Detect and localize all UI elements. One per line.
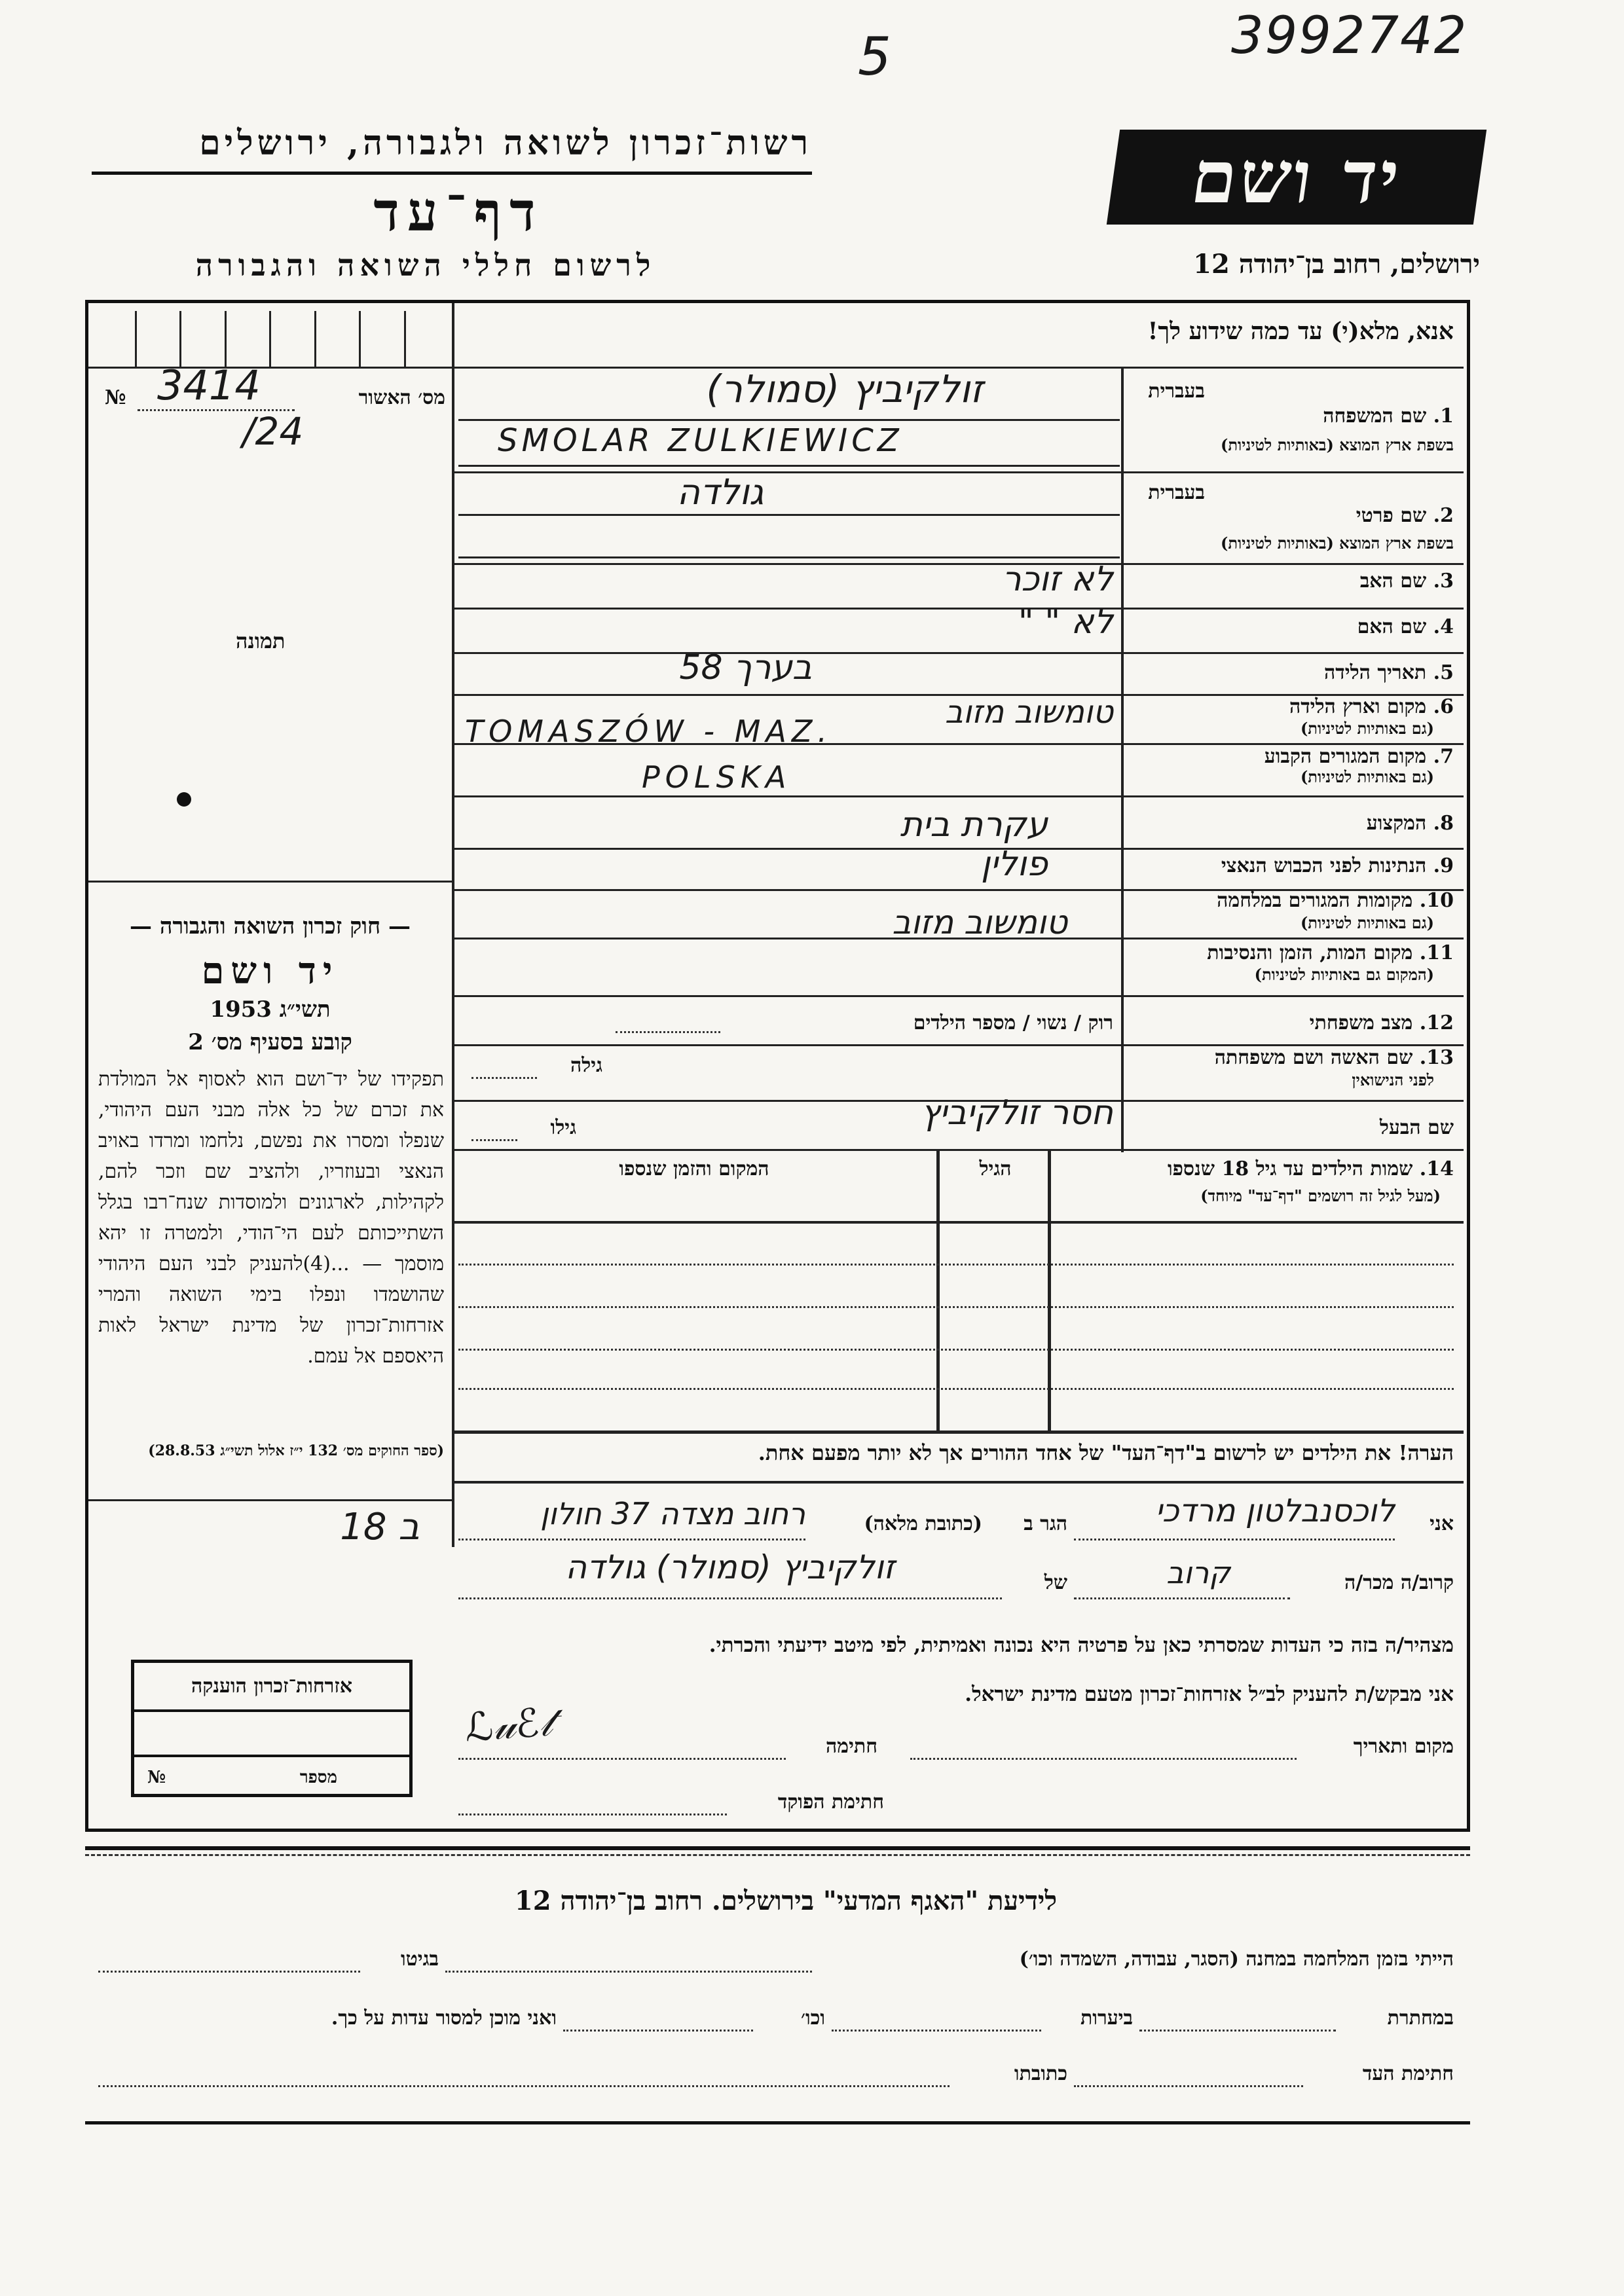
decl-i: אני [1430,1512,1454,1535]
field12-label [1133,1011,1454,1034]
field13-text: שם האשה ושם משפחתה [1214,1046,1413,1069]
field10-sub: (גם באותיות לטיניות) [1300,913,1434,932]
page-subtitle: לרשום חללי השואה והגבורה [195,247,656,283]
field8-label [1133,812,1454,835]
field1-latin-value[interactable]: SMOLAR ZULKIEWICZ [498,422,903,459]
field7-label [1133,745,1454,768]
law-section: קובע בסעיף מס׳ 2 [188,1029,352,1055]
field1-label [1211,405,1454,428]
archive-number: 3992742 [1231,7,1468,65]
field1-hebrew-value[interactable]: זולקיביץ (סמולר) [706,367,984,411]
field6-num: 6. [1433,695,1454,718]
instruction: אנא, מלא(י) עד כמה שידוע לך! [1147,318,1454,345]
field12-num: 12. [1419,1011,1454,1034]
field8-value[interactable]: עקרת בית [900,805,1048,845]
bottom-l2a: במחתרת [1387,2007,1454,2030]
registry-no: № [105,386,126,409]
law-name: יד ושם [201,949,339,993]
bottom-l1b: בגיטו [400,1948,439,1971]
field10-value[interactable]: טומשוב מזוב [892,903,1067,941]
field14-text: שמות הילדים עד גיל 18 שנספו [1167,1157,1413,1180]
field8-num: 8. [1433,812,1454,835]
logo [1107,130,1486,225]
decl-line3: אני מבקש/ת להעניק לב״ל אזרחות־זכרון מטעם מדינת ישראל. [965,1683,1454,1706]
photo-dot [177,792,191,807]
lang-he-1: בעברית [1148,380,1205,403]
decl-full-address: (כתובת מלאה) [864,1512,982,1535]
decl-relation-label: קרוב/ה מכר/ה [1344,1571,1454,1594]
decl-resides: הגר ב [1024,1512,1067,1535]
bottom-l3b: כתובתו [1014,2062,1067,2085]
field11-sub: (המקום גם באותיות לטיניות) [1254,965,1434,984]
field12-options: רוק / נשוי / מספר הילדים [913,1011,1113,1034]
field14-label [1048,1157,1454,1180]
registry-label: מס׳ האשור [358,386,445,409]
citizenship-number: מספר [299,1768,337,1787]
field12-text: מצב משפחתי [1309,1011,1413,1034]
field8-text: המקצוע [1366,812,1427,835]
field6-text: מקום וארץ הלידה [1289,695,1427,718]
law-year: תשי״ג 1953 [210,996,331,1023]
citizenship-no: № [147,1768,166,1787]
decl-relation-value[interactable]: קרוב [1166,1555,1230,1590]
field5-label [1133,661,1454,684]
note: הערה! את הילדים יש לרשום ב"דף־העד" של אחד ההורים אך לא יותר מפעם אחת. [758,1440,1454,1465]
law-title: — חוק זכרון השואה והגבורה — [130,913,411,939]
field13-age-label: גילה [570,1054,602,1077]
bottom-l2d: ואני מוכן למסור עדות על כך. [331,2007,557,2030]
col-place: המקום והזמן שנספו [619,1157,769,1180]
org-line: רשות־זכרון לשואה ולגבורה, ירושלים [199,123,812,163]
page-title: דף־עד [373,181,544,244]
field6-hebrew-value[interactable]: טומשוב מזוב [945,694,1113,731]
field13-label [1133,1046,1454,1069]
field3-num: 3. [1433,570,1454,592]
field4-num: 4. [1433,615,1454,638]
field5-value[interactable]: בערך 58 [679,648,812,687]
registry-value: 3414 [157,361,261,409]
field10-label [1133,889,1454,912]
husband-label: שם הבעל [1379,1116,1454,1139]
law-ref: (ספר החוקים מס׳ 132 י״ז אלול תשי״ג 28.8.53) [148,1442,444,1459]
field14-num: 14. [1419,1157,1454,1180]
field9-num: 9. [1433,854,1454,877]
bottom-l1a: הייתי בזמן המלחמה במחנה (הסגר, עבודה, השמדה וכו׳) [1019,1948,1454,1971]
citizenship-box [131,1660,413,1797]
bottom-l3a: חתימת העד [1362,2062,1454,2085]
corner-mark: 5 [858,26,891,87]
bottom-l2b: ביערות [1080,2007,1133,2030]
field13-sub: לפני הנישואין [1352,1070,1434,1089]
husband-value[interactable]: חסר זולקיביץ [921,1093,1113,1133]
field2-sub: בשפת ארץ המוצא (באותיות לטיניות) [1221,534,1454,553]
field5-num: 5. [1433,661,1454,684]
field1-num: 1. [1433,405,1454,428]
decl-margin-note: ב 18 [340,1506,420,1548]
photo-label: תמונה [236,629,286,653]
field3-label [1133,570,1454,592]
field9-text: הנתינות לפני הכבוש הנאצי [1221,854,1427,877]
field14-sub: (מעל לגיל זה רושמים "דף־עד" מיוחד) [1200,1186,1441,1205]
field10-num: 10. [1419,889,1454,912]
decl-of: של [1044,1571,1067,1594]
decl-officer: חתימת הפוקד [777,1791,884,1813]
tick-cells [92,311,449,367]
citizenship-title: אזרחות־זכרון הוענקה [134,1663,409,1712]
decl-place-date: מקום ותאריך [1353,1735,1454,1758]
field11-text: מקום המות, הזמן והנסיבות [1207,941,1413,964]
address: ירושלים, רחוב בן־יהודה 12 [1193,249,1480,280]
bottom-l2c: וכו׳ [801,2007,825,2030]
field4-text: שם האם [1357,615,1427,638]
field9-label [1133,854,1454,877]
husband-age-label: גילו [550,1116,576,1139]
field1-sub: בשפת ארץ המוצא (באותיות לטיניות) [1221,435,1454,454]
field11-num: 11. [1419,941,1454,964]
decl-signature-label: חתימה [826,1735,877,1758]
field11-label [1133,941,1454,964]
field6-label [1133,695,1454,718]
decl-line2: מצהיר/ה בזה כי העדות שמסרתי כאן על פרטיה היא נכונה ואמיתית, לפי מיטב ידיעתי והכרתי. [709,1633,1454,1657]
field7-sub: (גם באותיות לטיניות) [1300,767,1434,786]
field13-num: 13. [1419,1046,1454,1069]
law-text: תפקידו של יד־ושם הוא לאסוף אל המולדת את זכרם של כל אלה מבני העם היהודי, שנפלו ומסרו את נפשם, נלחמו ומרדו באויב הנאצי ובעוזריו, ולהציב שם וזכר להם, לקהילות, לארגונים ולמוסדות שנח־רבו בגלל השתייכותם לעם הי־הודי, ולמטרה זו יהא מוסמך — ...(4)להעניק לבני העם היהודי שהושמדו ונפלו בימי השואה והמרי אזרחות־זכרון של מדינת ישראל לאות היאספם אל עמם. [98,1068,444,1368]
field4-value[interactable]: לא " " [1018,602,1113,642]
field6-sub: (גם באותיות לטיניות) [1300,719,1434,738]
bottom-title: לידיעת "האגף המדעי" בירושלים. רחוב בן־יהודה 12 [514,1886,1058,1916]
field6-latin-value[interactable]: TOMASZÓW - MAZ. [465,714,832,749]
decl-of-value[interactable]: זולקיביץ (סמולר) גולדה [565,1548,895,1586]
col-age: הגיל [979,1157,1012,1180]
registry-value-2: /24 [242,409,304,454]
field9-value[interactable]: פולין [981,845,1048,884]
lang-he-2: בעברית [1148,481,1205,504]
field2-num: 2. [1433,504,1454,527]
field2-label [1211,504,1454,527]
field3-text: שם האב [1359,570,1427,592]
decl-address-value[interactable]: רחוב מצדה 37 חולון [540,1496,805,1531]
field5-text: תאריך הלידה [1324,661,1427,684]
field4-label [1133,615,1454,638]
decl-name[interactable]: לוכסנבלטון מרדכי [1155,1493,1395,1529]
field2-text: שם פרטי [1356,504,1427,527]
field2-hebrew-value[interactable]: גולדה [676,471,764,513]
field7-text: מקום המגורים הקבוע [1264,745,1427,768]
field7-latin-value[interactable]: POLSKA [642,759,792,795]
logo-text: יד ושם [1186,135,1407,219]
field10-text: מקומות המגורים במלחמה [1217,889,1413,912]
field3-value[interactable]: לא זוכר [1002,560,1113,599]
field1-text: שם המשפחה [1323,405,1427,428]
field7-num: 7. [1433,745,1454,768]
decl-signature[interactable]: ℒ𝓊ℰ𝓉 [463,1699,555,1751]
